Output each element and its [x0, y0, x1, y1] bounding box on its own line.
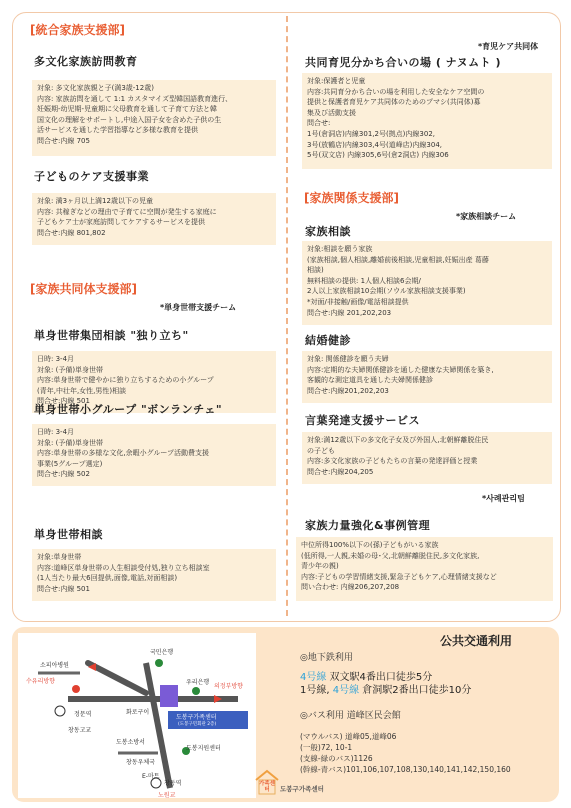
subway-heading: ◎地下鉄利用	[300, 653, 353, 663]
location-map	[18, 633, 256, 798]
program-title-multicultural-visit: 多文化家族訪問教育	[34, 55, 138, 68]
info-line: 日時: 3-4月	[37, 428, 75, 436]
changdong-text: 倉洞駅2番出口徒歩10分	[359, 685, 472, 696]
info-line: 事業(5グループ選定)	[37, 459, 103, 468]
program-box-single-counseling	[32, 549, 276, 601]
line4-label: 4号線	[332, 685, 360, 696]
info-line: 問合せ:内線204,205	[307, 467, 374, 476]
info-line: 内容: 共稼ぎなどの理由で子育てに空間が発生する家庭に	[37, 207, 217, 216]
program-title-marriage-checkup: 結婚健診	[305, 334, 351, 347]
line4-label: 4号線	[300, 672, 327, 683]
map-label: 도봉지원센터	[186, 745, 221, 752]
map-label: 의정부방향	[214, 683, 243, 690]
program-box-nanumto	[302, 73, 552, 169]
info-line: 問合せ:内線 801,802	[37, 228, 106, 237]
info-line: (青年,中壮年,女性,男性)相談	[37, 386, 127, 395]
team-label-family-counseling: *家族相談チーム	[456, 212, 517, 221]
info-line: 内容:子どもの学習情緒支援,緊急子どもケア,心理情緒支援など	[301, 572, 497, 581]
info-line: 提供と保護者育児ケア共同体のためのプマシ(共同体)募	[307, 98, 481, 107]
info-line: 子どもケア士が家庭訪問してケアするサービスを提供	[37, 218, 205, 227]
info-line: 対象: 関係健診を願う夫婦	[307, 355, 389, 363]
program-title-case-management: 家族力量強化&事例管理	[305, 519, 431, 532]
info-line: 対象: 満3ヶ月以上満12歳以下の児童	[37, 197, 153, 205]
program-title-single-counseling: 単身世帯相談	[34, 528, 103, 541]
info-line: 内容:道峰区単身世帯の人生相談受付処,独り立ち相談室	[37, 563, 210, 572]
section-heading-integrated-family: [統合家族支援部]	[30, 23, 125, 37]
info-line: 内容:多文化家族の子どもたちの言葉の発達評価と授業	[307, 457, 478, 466]
info-line: 内容:単身世帯の多様な文化,余暇小グループ活動費支援	[37, 449, 210, 458]
team-label-case-management: *사례관리팀	[482, 494, 525, 503]
program-title-language-support: 言葉発達支援サービス	[305, 414, 420, 427]
map-label: 도봉구가족센터	[176, 714, 217, 721]
transport-title: 公共交通利用	[440, 634, 513, 648]
program-box-language-support	[302, 432, 552, 484]
section-heading-family-relations: [家族関係支援部]	[304, 191, 399, 205]
info-line: (家族相談,個人相談,離婚前後相談,児童相談,妊娠出産 葛藤	[307, 255, 489, 264]
map-label: 창동고교	[68, 727, 92, 734]
map-label: 소피아병원	[40, 662, 69, 669]
map-label: 화로구이	[126, 709, 150, 716]
info-line: 問合せ:内線 705	[37, 136, 90, 145]
map-label: 수유리방향	[26, 678, 55, 685]
info-line: 活サービスを通した学習指導など多様な教育を提供	[37, 126, 198, 135]
map-label: 창동우체국	[126, 759, 155, 766]
map-label: 도봉소방서	[116, 739, 145, 746]
info-line: 内容: 家族訪問を通して 1:1 カスタマイズ型韓国語教育進行、	[37, 94, 233, 103]
map-label: 국민은행	[150, 649, 174, 656]
info-line: 1号(倉洞店)内線301,2号(拠点)内線302,	[307, 129, 436, 138]
info-line: 客観的な測定道具を通した夫婦関係健診	[307, 376, 433, 385]
info-line: 問合せ:内線 501	[37, 584, 90, 593]
info-line: 国文化の理解をサポートし,中途入国子女を含めた子供の生	[37, 115, 222, 124]
line1-label: 1号線,	[300, 685, 333, 696]
info-line: 問合せ:内線 201,202,203	[307, 308, 392, 317]
info-line: 2人以上家族相談10会期(ソウル家族相談支援事業)	[307, 287, 466, 296]
info-line: 問合せ:	[307, 119, 331, 128]
program-box-multicultural-visit	[32, 80, 276, 156]
info-line: 対象:単身世帯	[37, 553, 82, 561]
info-line: 集及び活動支援	[307, 108, 356, 117]
map-label: E-마트	[142, 773, 160, 780]
team-label-single-household: *単身世帯支援チーム	[160, 303, 237, 312]
program-title-family-counseling: 家族相談	[305, 225, 351, 238]
bus-line: (一般)72, 10-1	[300, 743, 353, 752]
info-line: 問合せ:内線 501	[37, 397, 90, 406]
family-center-logo	[254, 768, 280, 796]
info-line: 妊娠期-幼児期-児童期に父母教育を通して子育て方法と韓	[37, 105, 218, 114]
column-divider	[286, 16, 288, 616]
info-line: 対象: 多文化家族親と子(満3歳-12歳)	[37, 84, 154, 92]
info-line: 対象:満12歳以下の多文化子女及び外国人,北朝鮮離脱住民	[307, 436, 489, 444]
logo-mark-text: 가족센터	[259, 781, 275, 793]
info-line: 対象: (予備)単身世帯	[37, 365, 104, 374]
program-title-child-care: 子どものケア支援事業	[34, 170, 149, 183]
team-label-childcare-community: *育児ケア共同体	[478, 42, 539, 51]
bus-line: (マウルバス) 道峰05,道峰06	[300, 732, 397, 741]
info-line: *対面/非接触/画像/電話相談提供	[307, 297, 409, 306]
info-line: 問合せ:内線 502	[37, 470, 90, 479]
section-heading-family-community: [家族共同体支援部]	[30, 282, 137, 296]
info-line: 無料相談の提供: 1人個人相談6会期/	[307, 276, 421, 285]
info-line: 3号(放鶴店)内線303,4号(道峰店)内線304,	[307, 140, 443, 149]
map-label: 노원교	[158, 792, 176, 799]
map-label: 창동역	[164, 780, 182, 787]
transport-panel	[12, 627, 559, 802]
info-line: 対象: (予備)単身世帯	[37, 438, 104, 447]
program-title-group-counseling: 単身世帯集団相談 "独り立ち"	[34, 329, 189, 342]
program-title-nanumto: 共同育児分かち合いの場 ( ナヌムト )	[305, 56, 501, 69]
program-box-family-counseling	[302, 241, 552, 325]
info-line: の子ども	[307, 446, 335, 455]
subway-line-changdong	[300, 681, 471, 696]
info-line: 内容:単身世帯で健やかに独り立ちするための小グループ	[37, 376, 214, 385]
info-line: (1人当たり最大6回提供,面像,電話,対面相談)	[37, 574, 178, 583]
program-box-case-management	[296, 537, 553, 601]
program-box-small-group	[32, 424, 276, 486]
bus-line: (幹線-青バス)101,106,107,108,130,140,141,142,150,160	[300, 765, 511, 774]
program-box-marriage-checkup	[302, 351, 552, 403]
bus-line: (支線-緑のバス)1126	[300, 754, 373, 763]
info-line: 対象:保護者と児童	[307, 77, 366, 85]
info-line: 問合せ:内線201,202,203	[307, 386, 389, 395]
program-title-small-group: 単身世帯小グループ "ボンランチェ"	[34, 403, 223, 416]
info-line: 問い合わせ: 内線206,207,208	[301, 583, 400, 592]
info-line: 中位所得100%以下の(孫)子どもがいる家族	[301, 541, 439, 549]
info-line: 日時: 3-4月	[37, 355, 75, 363]
info-line: 相談)	[307, 266, 324, 275]
map-label: 정문역	[74, 711, 92, 718]
info-line: 内容:定期的な夫婦関係健診を通した健康な夫婦関係を築き,	[307, 365, 494, 374]
map-label: 우리은행	[186, 679, 210, 686]
ssangmun-text: 双文駅4番出口徒歩5分	[326, 672, 433, 683]
map-label: (도봉구민회관 2층)	[178, 722, 217, 727]
program-box-child-care	[32, 193, 276, 245]
info-line: 青少年の親)	[301, 562, 339, 571]
info-line: 対象:相談を願う家族	[307, 245, 373, 253]
bus-heading: ◎バス利用 道峰区民会館	[300, 711, 401, 721]
logo-text: 도봉구가족센터	[280, 785, 324, 793]
info-line: 5号(双文店) 内線305,6号(倉2洞店) 内線306	[307, 151, 449, 160]
info-line: (低所得,一人親,未婚の母･父,北朝鮮離脱住民,多文化家族,	[301, 551, 480, 560]
info-line: 内容:共同育分かち合いの場を利用した安全なケア空間の	[307, 87, 485, 96]
